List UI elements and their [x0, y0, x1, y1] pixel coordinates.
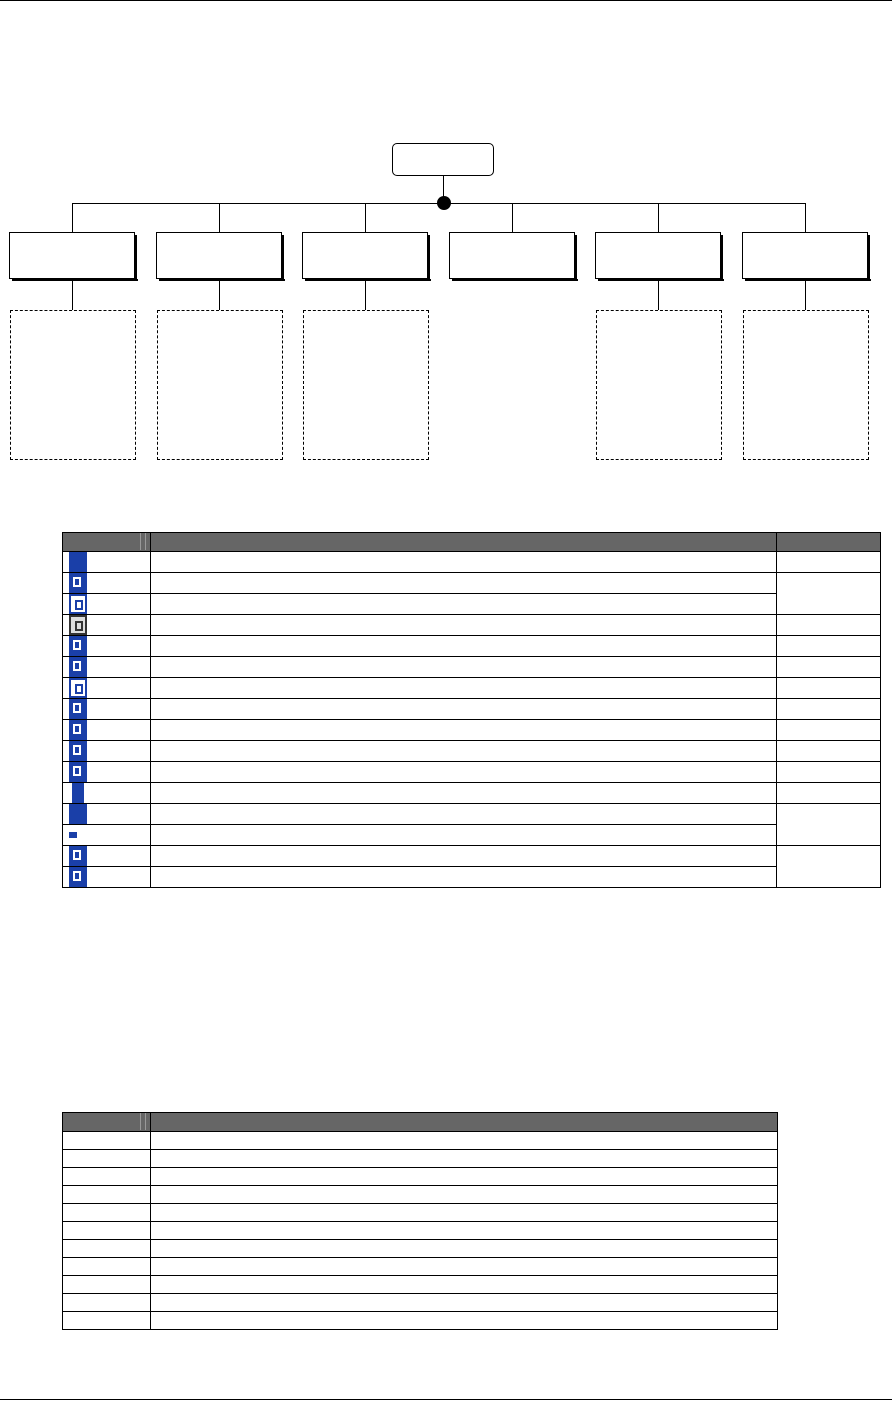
table-row: [63, 678, 881, 699]
table-row: [63, 783, 881, 804]
row-description: [151, 846, 777, 867]
key-cell: [63, 1186, 151, 1204]
function-cell: [151, 1168, 778, 1186]
table-row: [63, 1276, 778, 1294]
row-note: [777, 762, 881, 783]
row-note: [777, 657, 881, 678]
key-cell: [63, 1276, 151, 1294]
battery-low-icon: [69, 832, 77, 838]
submenu-box-1: [10, 310, 136, 460]
header-description: [151, 533, 777, 552]
table-header-row: [63, 1113, 778, 1132]
row-description: [151, 636, 777, 657]
horizontal-bus: [72, 203, 805, 204]
roaming-icon: [69, 636, 87, 656]
row-description: [151, 867, 777, 888]
row-note: [777, 636, 881, 657]
table-row: [63, 573, 881, 594]
row-note: [777, 552, 881, 573]
row-note: [777, 615, 881, 636]
row-description: [151, 804, 777, 825]
antenna-icon: [72, 783, 84, 803]
menu-tree-diagram: [0, 0, 892, 470]
category-node-2: [156, 232, 282, 279]
row-description: [151, 552, 777, 573]
table-row: [63, 1222, 778, 1240]
key-cell: [63, 1312, 151, 1330]
key-cell: [63, 1240, 151, 1258]
header-function: [151, 1113, 778, 1132]
row-note: [777, 573, 881, 615]
row-description: [151, 762, 777, 783]
sub-connector-6: [805, 281, 806, 310]
table-row: [63, 1168, 778, 1186]
category-node-1: [9, 232, 135, 279]
battery-icon: [69, 804, 87, 824]
function-cell: [151, 1312, 778, 1330]
key-cell: [63, 1150, 151, 1168]
function-cell: [151, 1276, 778, 1294]
branch-line-6: [805, 203, 806, 232]
table-row: [63, 1132, 778, 1150]
row-note: [777, 783, 881, 804]
key-cell: [63, 1204, 151, 1222]
submenu-box-6: [743, 310, 869, 460]
header-note: [777, 533, 881, 552]
header-key: [63, 1113, 151, 1132]
table-row: [63, 1150, 778, 1168]
function-cell: [151, 1204, 778, 1222]
row-note: [777, 804, 881, 846]
row-description: [151, 573, 777, 594]
table-row: [63, 1258, 778, 1276]
handset-outline-icon: [69, 594, 87, 614]
function-cell: [151, 1294, 778, 1312]
key-icon: [69, 678, 87, 698]
table-row: [63, 825, 881, 846]
header-icon: [63, 533, 151, 552]
table-row: [63, 720, 881, 741]
root-node: [392, 143, 494, 176]
table-row: [63, 762, 881, 783]
row-note: [777, 699, 881, 720]
branch-line-4: [512, 203, 513, 232]
row-note: [777, 678, 881, 699]
table-row: [63, 1240, 778, 1258]
key-cell: [63, 1258, 151, 1276]
keys-table: [62, 1112, 778, 1330]
row-description: [151, 720, 777, 741]
table-row: [63, 594, 881, 615]
home-icon: [69, 657, 87, 677]
table-row: [63, 1204, 778, 1222]
sub-connector-3: [365, 281, 366, 310]
sub-connector-1: [72, 281, 73, 310]
sub-connector-5: [658, 281, 659, 310]
row-description: [151, 615, 777, 636]
table-row: [63, 1312, 778, 1330]
row-description: [151, 783, 777, 804]
function-cell: [151, 1150, 778, 1168]
table-row: [63, 867, 881, 888]
table-row: [63, 657, 881, 678]
branch-line-5: [658, 203, 659, 232]
line-icon: [69, 867, 87, 887]
category-node-6: [742, 232, 868, 279]
row-description: [151, 825, 777, 846]
key-cell: [63, 1294, 151, 1312]
function-cell: [151, 1186, 778, 1204]
function-cell: [151, 1258, 778, 1276]
function-cell: [151, 1222, 778, 1240]
key-cell: [63, 1168, 151, 1186]
key-cell: [63, 1132, 151, 1150]
category-node-3: [302, 232, 428, 279]
table-row: [63, 1294, 778, 1312]
row-description: [151, 657, 777, 678]
alarm-icon: [69, 762, 87, 782]
branch-line-3: [365, 203, 366, 232]
submenu-box-5: [596, 310, 722, 460]
table-row: [63, 615, 881, 636]
lock-icon: [69, 615, 87, 635]
row-description: [151, 699, 777, 720]
submenu-box-2: [157, 310, 283, 460]
table-row: [63, 804, 881, 825]
dial-icon: [69, 846, 87, 866]
table-row: [63, 741, 881, 762]
row-description: [151, 594, 777, 615]
handset-icon: [69, 573, 87, 593]
function-cell: [151, 1240, 778, 1258]
sub-connector-2: [219, 281, 220, 310]
function-cell: [151, 1132, 778, 1150]
status-icon-table: [62, 532, 881, 888]
bottom-rule: [0, 1399, 892, 1400]
category-node-5: [595, 232, 721, 279]
submenu-box-3: [303, 310, 429, 460]
table-row: [63, 1186, 778, 1204]
category-node-4: [449, 232, 575, 279]
table-row: [63, 636, 881, 657]
silent-icon: [69, 720, 87, 740]
branch-line-1: [72, 203, 73, 232]
row-note: [777, 720, 881, 741]
branch-line-2: [219, 203, 220, 232]
row-description: [151, 678, 777, 699]
row-description: [151, 741, 777, 762]
signal-icon: [69, 552, 87, 572]
table-row: [63, 699, 881, 720]
row-note: [777, 741, 881, 762]
row-note: [777, 846, 881, 888]
key-cell: [63, 1222, 151, 1240]
message-icon: [69, 699, 87, 719]
privacy-icon: [69, 741, 87, 761]
table-row: [63, 846, 881, 867]
table-row: [63, 552, 881, 573]
table-header-row: [63, 533, 881, 552]
